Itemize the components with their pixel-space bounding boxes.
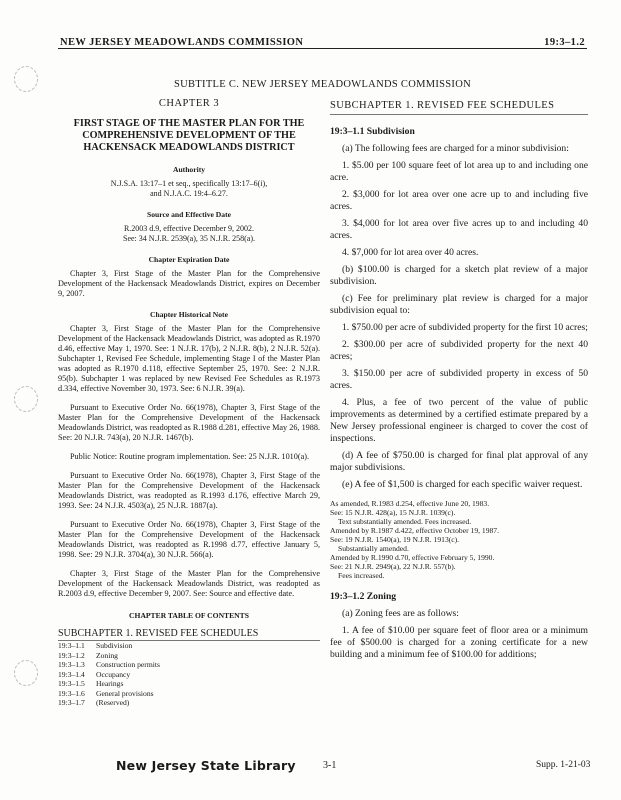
chapter-number: CHAPTER 3 [158, 98, 220, 109]
list-item: 1. $5.00 per 100 square feet of lot area up to and including one acre. [330, 160, 588, 183]
section-heading: 19:3–1.2 Zoning [330, 591, 397, 602]
toc-item-label: (Reserved) [96, 698, 130, 707]
subchapter-title: SUBCHAPTER 1. REVISED FEE SCHEDULES [330, 100, 588, 115]
toc-subchapter: SUBCHAPTER 1. REVISED FEE SCHEDULES [58, 629, 320, 641]
subsection-paragraph: (a) Zoning fees are as follows: [342, 608, 459, 619]
authority-line: N.J.S.A. 13:17–1 et seq., specifically 13:17–6(i), [110, 179, 268, 188]
expiration-heading: Chapter Expiration Date [148, 255, 230, 264]
header-rule [58, 48, 587, 49]
toc-item-number: 19:3–1.4 [58, 669, 85, 679]
subsection-paragraph: (d) A fee of $750.00 is charged for final plat approval of any major subdivisions. [330, 450, 588, 473]
section-heading: 19:3–1.1 Subdivision [330, 126, 415, 137]
page-number: 3-1 [323, 760, 337, 771]
toc-item[interactable] [58, 689, 320, 699]
history-paragraph: Chapter 3, First Stage of the Master Plan for the Comprehensive Development of the Hackensack Meadowlands District, was readopted as R.2003 d.9, effective December 9, 2007. See: Source and effective date. [58, 569, 320, 598]
list-item: 2. $3,000 for lot area over one acre up to and including five acres. [330, 189, 588, 212]
history-line: As amended, R.1983 d.254, effective June 20, 1983. [330, 499, 490, 508]
punch-hole-mark [14, 66, 38, 92]
amendment-history [330, 499, 588, 580]
list-item: 3. $150.00 per acre of subdivided property in excess of 50 acres. [330, 368, 588, 391]
punch-hole-mark [14, 660, 38, 686]
list-item: 3. $4,000 for lot area over five acres up to and including 40 acres. [330, 218, 588, 241]
header-title: NEW JERSEY MEADOWLANDS COMMISSION [60, 37, 304, 48]
history-line: Amended by R.1987 d.422, effective October 19, 1987. [330, 526, 499, 535]
list-item: 2. $300.00 per acre of subdivided property for the next 40 acres; [330, 339, 588, 362]
toc-item-number: 19:3–1.5 [58, 679, 85, 688]
history-line: Text substantially amended. Fees increased. [338, 517, 472, 526]
history-line: See: 19 N.J.R. 1540(a), 19 N.J.R. 1913(c). [330, 535, 460, 544]
source-line: See: 34 N.J.R. 2539(a), 35 N.J.R. 258(a). [123, 234, 255, 243]
toc-item-label: Occupancy [96, 669, 131, 679]
toc-item-number: 19:3–1.6 [58, 688, 85, 698]
list-item: 4. $7,000 for lot area over 40 acres. [342, 247, 479, 258]
toc-heading: CHAPTER TABLE OF CONTENTS [129, 611, 249, 620]
left-column [58, 95, 320, 708]
subtitle: SUBTITLE C. NEW JERSEY MEADOWLANDS COMMISSION [173, 79, 471, 90]
authority-heading: Authority [172, 165, 206, 174]
subsection-paragraph: (c) Fee for preliminary plat review is charged for a major subdivision equal to: [330, 293, 588, 316]
toc-item-number: 19:3–1.3 [58, 660, 85, 669]
history-paragraph: Pursuant to Executive Order No. 66(1978), Chapter 3, First Stage of the Master Plan for the Comprehensive Development of the Hackensack Meadowlands District, was readopted as R.1988 d.281, effective May 26, 1988. See: 20 N.J.R. 743(a), 20 N.J.R. 1467(b). [58, 403, 320, 442]
history-paragraph: Public Notice: Routine program implementation. See: 25 N.J.R. 1010(a). [70, 452, 309, 461]
history-line: Fees increased. [338, 571, 385, 580]
toc-list [58, 641, 320, 708]
authority-line: and N.J.A.C. 19:4–6.27. [150, 189, 228, 198]
toc-item[interactable] [58, 660, 320, 670]
chapter-title: FIRST STAGE OF THE MASTER PLAN FOR THE COMPREHENSIVE DEVELOPMENT OF THE HACKENSACK MEADOWLANDS DISTRICT [73, 118, 305, 153]
history-line: Substantially amended. [338, 544, 409, 553]
subsection-paragraph: (a) The following fees are charged for a minor subdivision: [342, 143, 569, 154]
supplement-date: Supp. 1-21-03 [536, 760, 591, 770]
source-line: R.2003 d.9, effective December 9, 2002. [123, 224, 255, 233]
subsection-paragraph: (b) $100.00 is charged for a sketch plat review of a major subdivision. [330, 264, 588, 287]
source-heading: Source and Effective Date [146, 210, 231, 219]
history-paragraph: Pursuant to Executive Order No. 66(1978), Chapter 3, First Stage of the Master Plan for the Comprehensive Development of the Hackensack Meadowlands District, was readopted as R.1998 d.77, effective January 5, 1998. See: 29 N.J.R. 3704(a), 30 N.J.R. 566(a). [58, 520, 320, 559]
right-column [330, 95, 588, 661]
list-item: 1. A fee of $10.00 per square feet of floor area or a minimum fee of $500.00 is charged for a zoning certificate for a new building and a minimum fee of $100.00 for additions; [330, 625, 588, 660]
history-paragraph: Pursuant to Executive Order No. 66(1978), Chapter 3, First Stage of the Master Plan for the Comprehensive Development of the Hackensack Meadowlands District, was readopted as R.1993 d.176, effective March 29, 1993. See: 24 N.J.R. 4503(a), 25 N.J.R. 1887(a). [58, 471, 320, 510]
toc-item-number: 19:3–1.2 [58, 650, 85, 660]
toc-item-label: General provisions [96, 688, 154, 698]
source-text [58, 224, 320, 244]
history-heading: Chapter Historical Note [150, 310, 228, 319]
history-line: See: 15 N.J.R. 428(a), 15 N.J.R. 1039(c). [330, 508, 456, 517]
toc-item-label: Hearings [96, 679, 124, 688]
toc-item[interactable] [58, 670, 320, 680]
toc-item[interactable] [58, 651, 320, 661]
toc-item-label: Construction permits [96, 660, 160, 669]
punch-hole-mark [14, 386, 38, 412]
list-item: 4. Plus, a fee of two percent of the value of public improvements as determined by a certified estimate prepared by a New Jersey professional engineer is charged to cover the cost of inspections. [330, 397, 588, 444]
authority-text [58, 179, 320, 199]
toc-item-label: Subdivision [96, 641, 133, 650]
header-section-number: 19:3–1.2 [544, 37, 585, 48]
toc-item-number: 19:3–1.7 [58, 698, 85, 707]
history-paragraph: Chapter 3, First Stage of the Master Plan for the Comprehensive Development of the Hackensack Meadowlands District, was adopted as R.1970 d.46, effective May 1, 1970. See: 1 N.J.R. 17(b), 2 N.J.R. 8(b), 2 N.J.R. 52(a). Subchapter 1, Revised Fee Schedule, implementing Stage I of the Master Plan was adopted as R.1970 d.118, effective September 25, 1970. See: 2 N.J.R. 95(b). Subchapter 1 was replaced by new Revised Fee Schedules as R.1973 d.334, effective November 30, 1973. See: 6 N.J.R. 39(a). [58, 324, 320, 393]
expiration-text: Chapter 3, First Stage of the Master Plan for the Comprehensive Development of the Hackensack Meadowlands District, expires on December 9, 2007. [58, 269, 320, 298]
running-header [60, 30, 585, 48]
library-stamp: New Jersey State Library [116, 758, 296, 773]
subsection-paragraph: (e) A fee of $1,500 is charged for each specific waiver request. [342, 479, 583, 490]
history-line: Amended by R.1990 d.70, effective February 5, 1990. [330, 553, 495, 562]
history-line: See: 21 N.J.R. 2949(a), 22 N.J.R. 557(b). [330, 562, 456, 571]
toc-item[interactable] [58, 641, 320, 651]
list-item: 1. $750.00 per acre of subdivided property for the first 10 acres; [342, 322, 588, 333]
page-footer [0, 758, 621, 778]
toc-item[interactable] [58, 679, 320, 689]
toc-item[interactable] [58, 698, 320, 708]
toc-item-label: Zoning [96, 650, 118, 660]
toc-item-number: 19:3–1.1 [58, 641, 85, 650]
